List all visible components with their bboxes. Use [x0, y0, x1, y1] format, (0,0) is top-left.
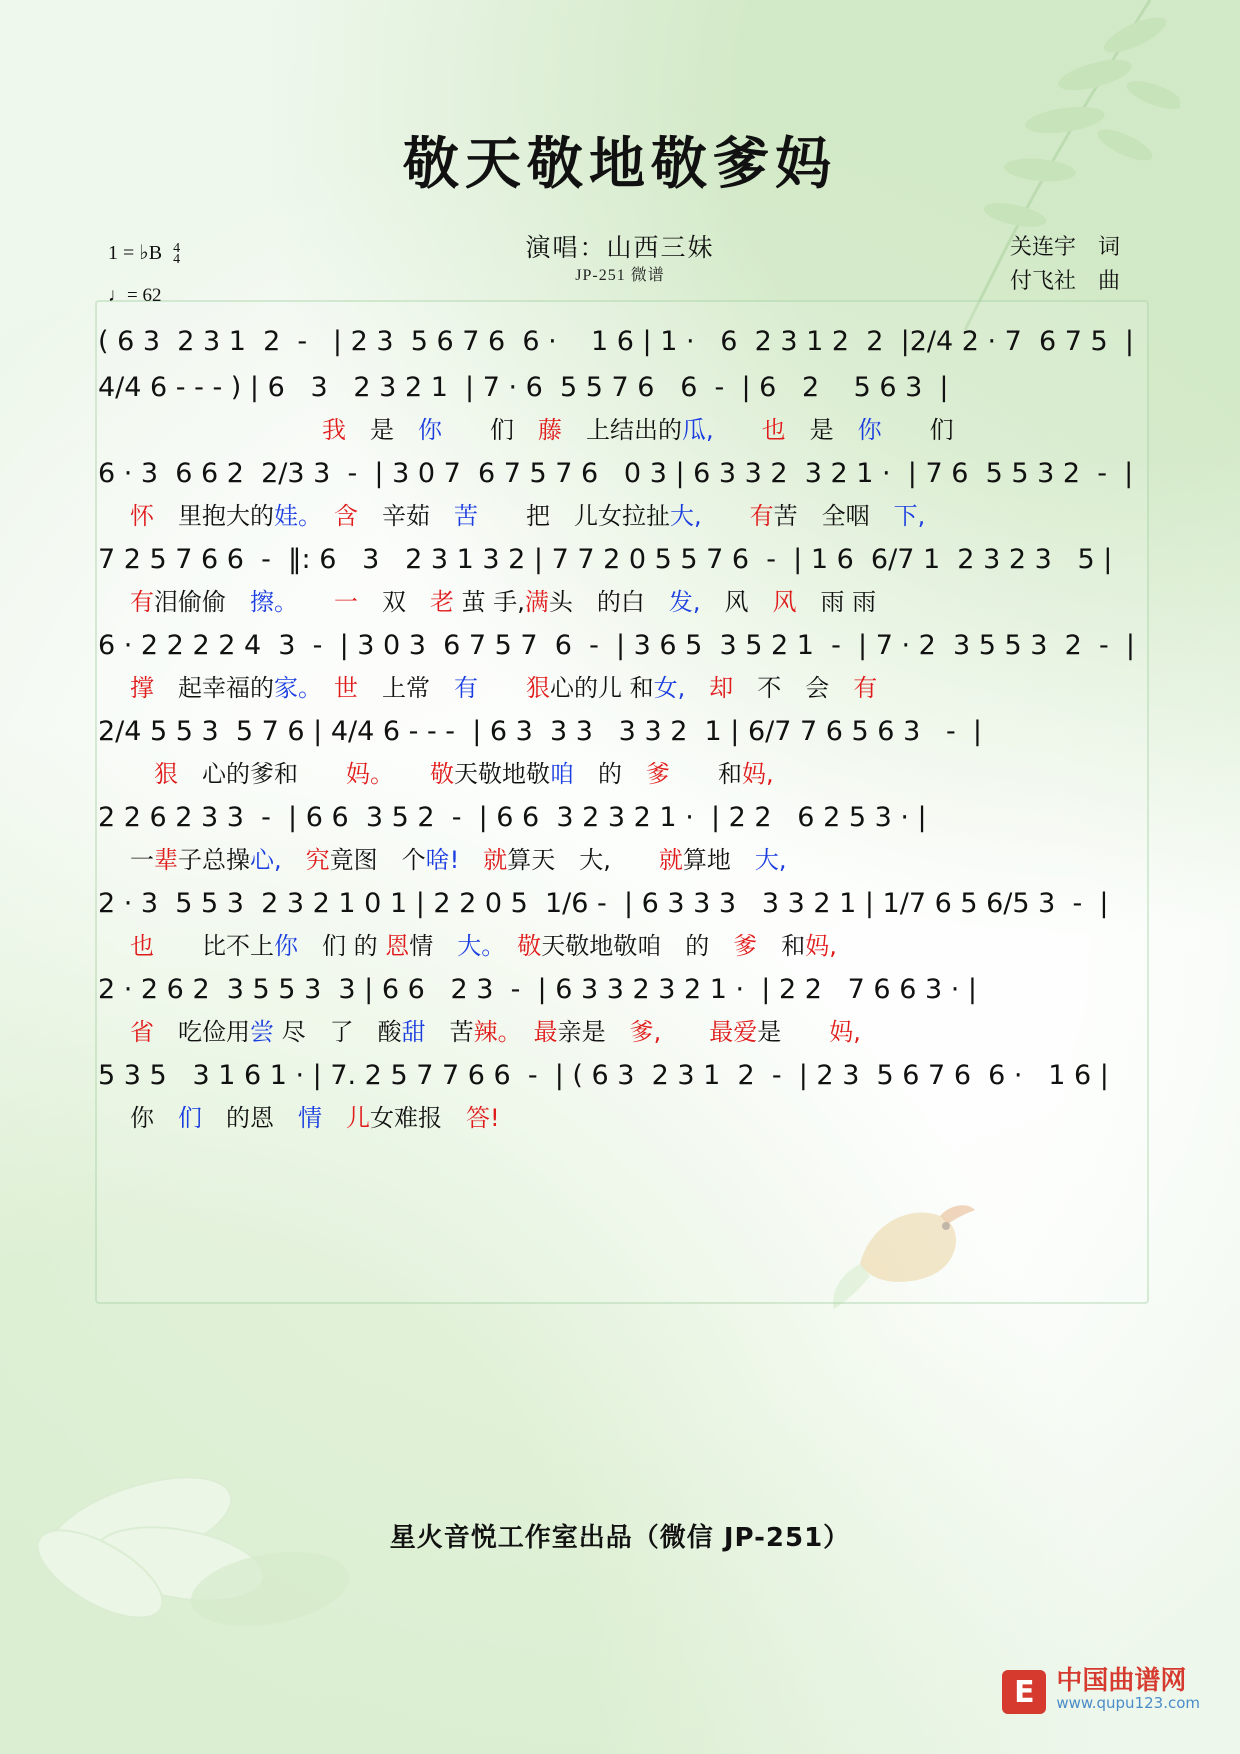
lyricist-credit: 关连宇 词: [1009, 234, 1120, 259]
lyric-row: 我 是 你 们 藤 上结出的瓜, 也 是 你 们: [322, 416, 954, 444]
note-row: 7 2 5 7 6 6 - ‖: 6 3 2 3 1 3 2 | 7 7 2 0 5 5 7 6 - | 1 6 6/7 1 2 3 2 3 5 |: [98, 544, 1113, 575]
score-line: [90, 882, 1150, 966]
composer-credit: 付飞社 曲: [1009, 268, 1120, 293]
score-line: [90, 968, 1150, 1052]
note-row: 6 · 3 6 6 2 2/3 3 - | 3 0 7 6 7 5 7 6 0 3 | 6 3 3 2 3 2 1 · | 7 6 5 5 3 2 - |: [98, 458, 1134, 489]
score-line: [90, 452, 1150, 536]
note-row: 5 3 5 3 1 6 1 · | 7. 2 5 7 7 6 6 - | ( 6 3 2 3 1 2 - | 2 3 5 6 7 6 6 · 1 6 |: [98, 1060, 1109, 1091]
lyric-row: 狠 心的爹和 妈。 敬天敬地敬咱 的 爹 和妈,: [154, 760, 774, 788]
key-signature-text: 1 = ♭B: [108, 242, 163, 264]
note-row: ( 6 3 2 3 1 2 - | 2 3 5 6 7 6 6 · 1 6 | 1 · 6 2 3 1 2 2 |2/4 2 · 7 6 7 5 |: [98, 326, 1134, 357]
sub-code-label: JP-251 微谱: [575, 267, 665, 284]
lyric-row: 撑 起幸福的家。 世 上常 有 狠心的儿 和女, 却 不 会 有: [130, 674, 878, 702]
time-signature: 4 4: [173, 241, 181, 268]
note-row: 2 2 6 2 3 3 - | 6 6 3 5 2 - | 6 6 3 2 3 2 1 · | 2 2 6 2 5 3 · |: [98, 802, 927, 833]
score-line: [90, 796, 1150, 880]
music-score: [90, 320, 1150, 1140]
footer-credit: 星火音悦工作室出品（微信 JP-251）: [389, 1523, 851, 1553]
singer-label: 演唱：山西三妹: [525, 235, 715, 262]
lyric-row: 怀 里抱大的娃。 含 辛茹 苦 把 儿女拉扯大, 有苦 全咽 下,: [130, 502, 926, 530]
lotus-flower-decoration: [20, 1334, 350, 1634]
lyric-row: 一辈子总操心, 究竟图 个啥! 就算天 大, 就算地 大,: [130, 846, 787, 874]
watermark: [1002, 1666, 1200, 1714]
score-line: [90, 1054, 1150, 1138]
watermark-logo-icon: E: [1002, 1670, 1046, 1714]
note-row: 6 · 2 2 2 2 4 3 - | 3 0 3 6 7 5 7 6 - | 3 6 5 3 5 2 1 - | 7 · 2 3 5 5 3 2 - |: [98, 630, 1135, 661]
score-line: [90, 320, 1150, 364]
page-title: 敬天敬地敬爹妈: [403, 131, 837, 197]
note-row: 4/4 6 - - - ) | 6 3 2 3 2 1 | 7 · 6 5 5 7 6 6 - | 6 2 5 6 3 |: [98, 372, 949, 403]
score-line: [90, 710, 1150, 794]
lyric-row: 省 吃俭用尝 尽 了 酸甜 苦辣。 最亲是 爹, 最爱是 妈,: [130, 1018, 861, 1046]
note-row: 2/4 5 5 3 5 7 6 | 4/4 6 - - - | 6 3 3 3 3 3 2 1 | 6/7 7 6 5 6 3 - |: [98, 716, 982, 747]
score-line: [90, 366, 1150, 450]
key-signature: [108, 240, 181, 268]
watermark-url: www.qupu123.com: [1056, 1694, 1200, 1712]
lyric-row: 有泪偷偷 擦。 一 双 老 茧 手,满头 的白 发, 风 风 雨 雨: [130, 588, 877, 616]
score-line: [90, 624, 1150, 708]
note-row: 2 · 2 6 2 3 5 5 3 3 | 6 6 2 3 - | 6 3 3 2 3 2 1 · | 2 2 7 6 6 3 · |: [98, 974, 977, 1005]
tempo-marking: ♩= 62: [108, 285, 162, 306]
score-line: [90, 538, 1150, 622]
watermark-site-name: 中国曲谱网: [1056, 1666, 1187, 1696]
credits-block: [1010, 230, 1120, 298]
lyric-row: 也 比不上你 们 的 恩情 大。 敬天敬地敬咱 的 爹 和妈,: [130, 932, 837, 960]
note-row: 2 · 3 5 5 3 2 3 2 1 0 1 | 2 2 0 5 1/6 - | 6 3 3 3 3 3 2 1 | 1/7 6 5 6/5 3 - |: [98, 888, 1109, 919]
lyric-row: 你 们 的恩 情 儿女难报 答!: [130, 1104, 500, 1132]
